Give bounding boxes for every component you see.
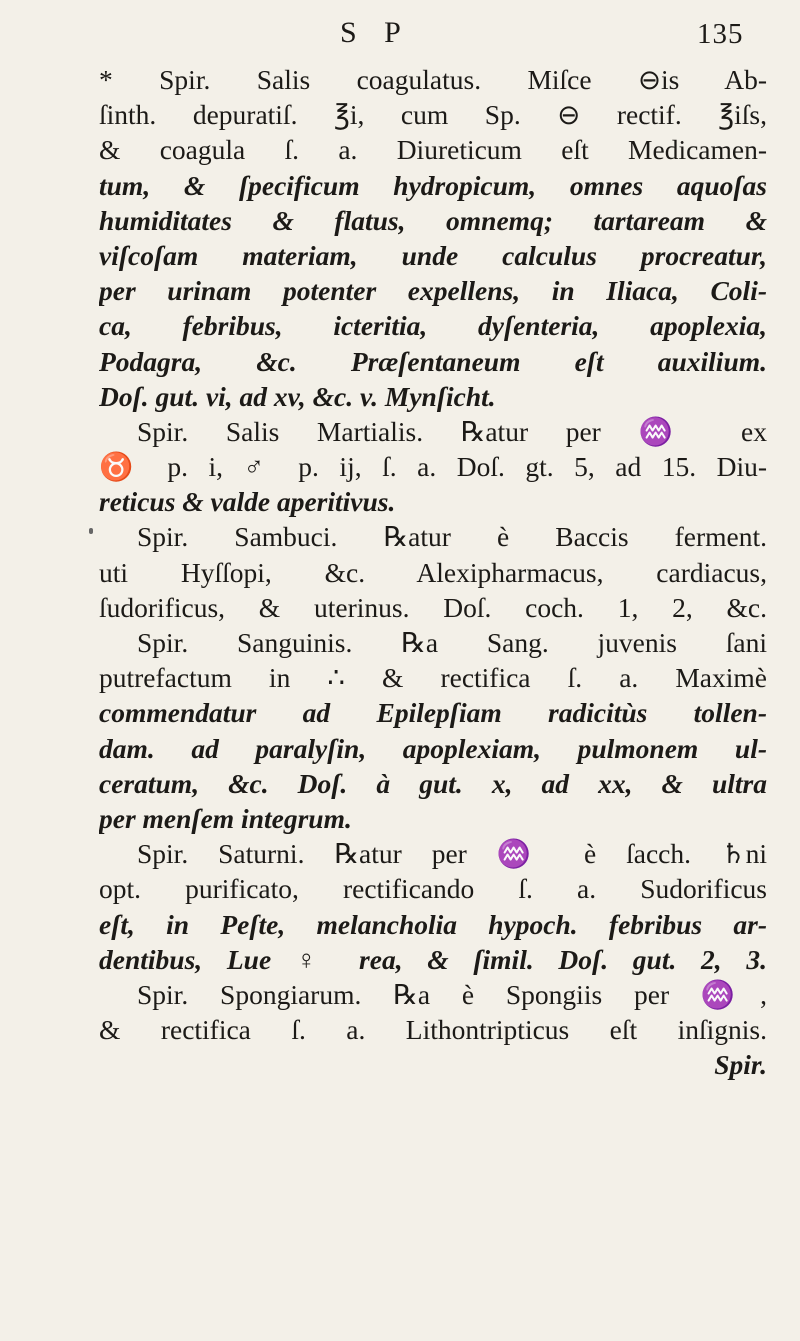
text-line: Doſ. gut. vi, ad xv, &c. v. Mynſicht. [99,380,496,412]
text-line: tum, & ſpecificum hydropicum, omnes aquoſas [99,169,767,201]
text-line: ♉ p. i, ♂ p. ij, ſ. a. Doſ. gt. 5, ad 15. Diu- [99,451,767,483]
page-header [0,14,800,54]
text-line: ceratum, &c. Doſ. à gut. x, ad xx, & ultra [99,767,767,799]
text-line: Podagra, &c. Præſentaneum eſt auxilium. [99,345,767,377]
text-line: ſinth. depuratiſ. ℥i, cum Sp. ⊖ rectif. ℥iſs, [99,99,767,131]
text-line: Spir. Saturni. ℞atur per ♒ è ſacch. ♄ni [137,838,767,870]
page-number: 135 [697,18,744,50]
text-line: dam. ad paralyſin, apoplexiam, pulmonem ul- [99,732,767,764]
text-line: ca, febribus, icteritia, dyſenteria, apoplexia, [99,310,767,342]
text-line: opt. purificato, rectificando ſ. a. Sudorificus [99,873,767,905]
text-line: * Spir. Salis coagulatus. Miſce ⊖is Ab- [99,64,767,95]
text-line: & rectifica ſ. a. Lithontripticus eſt inſignis. [99,1014,767,1046]
text-line: dentibus, Lue ♀ rea, & ſimil. Doſ. gut. 2, 3. [99,943,767,975]
text-line: & coagula ſ. a. Diureticum eſt Medicamen- [99,134,767,166]
text-line: Spir. Sanguinis. ℞a Sang. juvenis ſani [137,627,767,658]
text-line: viſcoſam materiam, unde calculus procreatur, [99,239,767,271]
text-line: ſudorificus, & uterinus. Doſ. coch. 1, 2, &c. [99,591,767,623]
text-line: commendatur ad Epilepſiam radicitùs tollen- [99,697,767,729]
text-line: Spir. Sambuci. ℞atur è Baccis ferment. [137,521,767,553]
text-line: eſt, in Peſte, melancholia hypoch. febribus ar- [99,908,767,940]
catchword: Spir. [714,1049,767,1081]
text-line: Spir. Spongiarum. ℞a è Spongiis per ♒, [137,978,767,1010]
text-line: per menſem integrum. [99,802,352,834]
text-line: putrefactum in ∴ & rectifica ſ. a. Maximè [99,662,767,694]
text-line: per urinam potenter expellens, in Iliaca, Coli- [99,275,767,307]
running-head: S P [340,16,411,49]
text-line: reticus & valde aperitivus. [99,486,396,518]
text-line: Spir. Salis Martialis. ℞atur per ♒ ex [137,415,767,447]
text-line: humiditates & flatus, omnemq; tartaream & [99,204,767,236]
text-column [99,62,767,1082]
margin-mark [89,528,93,534]
text-line: uti Hyſſopi, &c. Alexipharmacus, cardiacus, [99,556,767,588]
